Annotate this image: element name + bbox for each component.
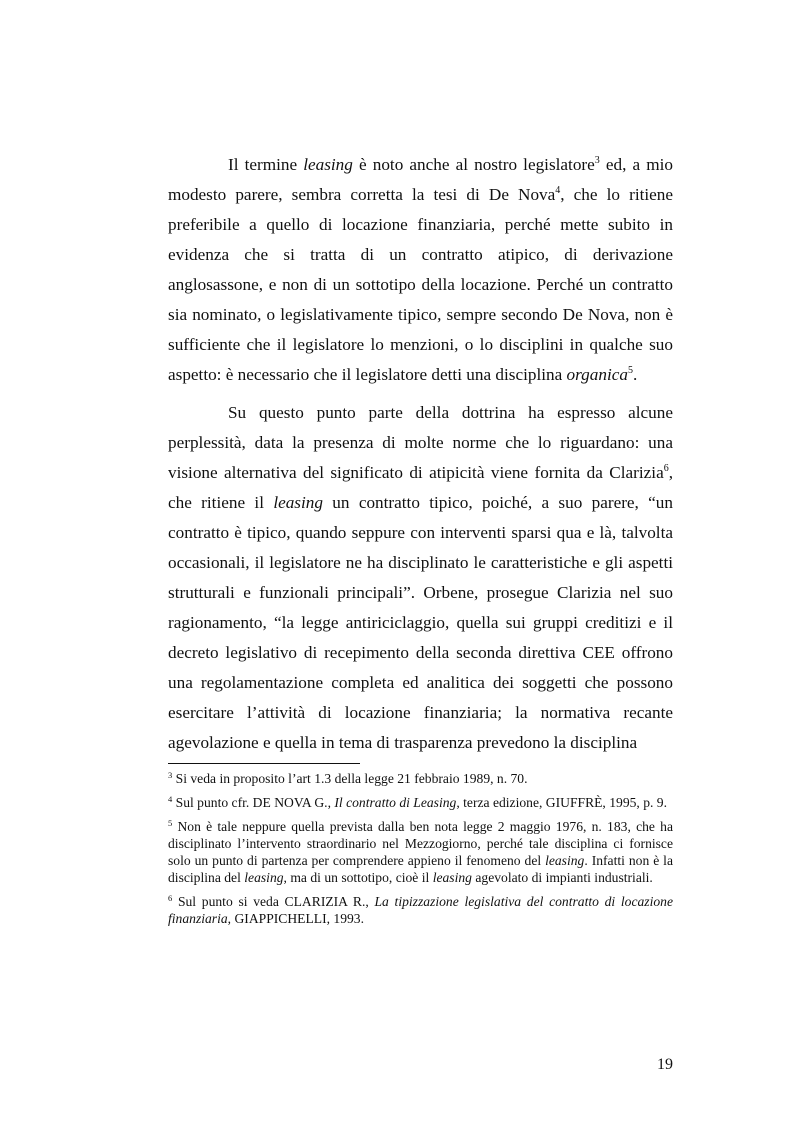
- footnote-text: Si veda in proposito l’art 1.3 della legge 21 febbraio 1989, n. 70.: [172, 771, 528, 786]
- footnote-number: 5: [168, 818, 173, 828]
- footnote-ref-4: 4: [555, 185, 561, 196]
- italic-term: leasing: [273, 493, 323, 512]
- citation-title: La tipizzazione legislativa del contratto di locazione finanziaria: [168, 894, 673, 926]
- footnote-text: . Infatti non è la disciplina del: [168, 853, 673, 885]
- footnote-6: [168, 893, 673, 927]
- body-text: [168, 150, 673, 758]
- footnote-text: Sul punto si veda CLARIZIA R.,: [172, 894, 375, 909]
- footnote-text: Non è tale neppure quella prevista dalla ben nota legge 2 maggio 1976, n. 183, che ha disciplinato l’intervento straordinario nel Mezzogiorno, perché tale disciplina ci fornisce solo un punto di partenza per comprendere appieno il fenomeno del: [168, 819, 673, 868]
- footnote-5: [168, 818, 673, 886]
- footnote-ref-3: 3: [594, 155, 600, 166]
- text-run: Su questo punto parte della dottrina ha espresso alcune perplessità, data la presenza di molte norme che lo riguardano: una visione alternativa del significato di atipicità viene fornita da Clarizia: [168, 403, 673, 482]
- text-run: , che ritiene il: [168, 463, 673, 512]
- text-run: .: [632, 365, 638, 384]
- italic-term: leasing: [244, 870, 284, 885]
- italic-term: leasing: [545, 853, 585, 868]
- footnote-ref-6: 6: [663, 463, 669, 474]
- footnote-ref-5: 5: [627, 365, 633, 376]
- italic-term: organica: [566, 365, 628, 384]
- italic-term: leasing: [303, 155, 353, 174]
- page-number: 19: [657, 1056, 673, 1073]
- footnote-number: 4: [168, 794, 173, 804]
- italic-term: leasing: [432, 870, 472, 885]
- footnote-text: , terza edizione, GIUFFRÈ, 1995, p. 9.: [456, 795, 668, 810]
- text-run: ed, a mio modesto parere, sembra corretta la tesi di De Nova: [168, 155, 674, 204]
- footnote-text: , GIAPPICHELLI, 1993.: [227, 911, 364, 926]
- footnote-number: 3: [168, 770, 173, 780]
- footnote-text: Sul punto cfr. DE NOVA G.,: [172, 795, 335, 810]
- text-run: un contratto tipico, poiché, a suo parere, “un contratto è tipico, quando seppure con interventi sparsi qua e là, talvolta occasionali, il legislatore ne ha disciplinato le caratteristiche e gli aspetti strutturali e funzionali principali”. Orbene, prosegue Clarizia nel suo ragionamento, “la legge antiriciclaggio, quella sui gruppi creditizi e il decreto legislativo di recepimento della seconda direttiva CEE offrono una regolamentazione completa ed analitica dei soggetti che possono esercitare l’attività di locazione finanziaria; la normativa recante agevolazione e quella in tema di trasparenza prevedono la disciplina: [168, 493, 673, 752]
- footnote-text: , ma di un sottotipo, cioè il: [283, 870, 433, 885]
- text-run: Il termine: [228, 155, 304, 174]
- text-run: è noto anche al nostro legislatore: [352, 155, 595, 174]
- footnote-text: agevolato di impianti industriali.: [471, 870, 653, 885]
- paragraph-2: [168, 398, 673, 758]
- text-run: , che lo ritiene preferibile a quello di locazione finanziaria, perché mette subito in evidenza che si tratta di un contratto atipico, di derivazione anglosassone, e non di un sottotipo della locazione. Perché un contratto sia nominato, o legislativamente tipico, sempre secondo De Nova, non è sufficiente che il legislatore lo menzioni, o lo disciplini in qualche suo aspetto: è necessario che il legislatore detti una disciplina: [168, 185, 673, 384]
- footnote-number: 6: [168, 893, 173, 903]
- footnote-separator: [168, 763, 360, 764]
- footnote-3: [168, 770, 673, 787]
- citation-title: Il contratto di Leasing: [334, 795, 457, 810]
- footnote-4: [168, 794, 673, 811]
- paragraph-1: [168, 150, 673, 390]
- footnotes: [168, 770, 673, 934]
